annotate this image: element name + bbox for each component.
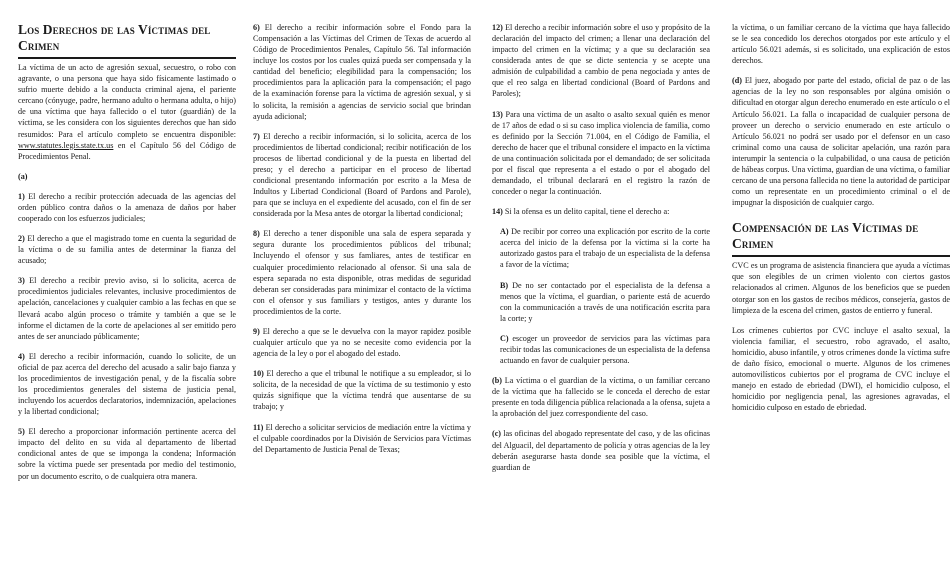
- right-item: [253, 326, 471, 359]
- right-item: [18, 191, 236, 224]
- subitem-label: B): [500, 280, 509, 290]
- right-text: El derecho a recibir previo aviso, si lo solicita, acerca de procedimientos judiciales relevantes, inclusive procedimientos de apelación, cancelaciones y cualquier cambio a las fechas en que se llevará acabo algún proceso o trámite y también a que se le informe el dictamen de la corte de apelaciones al ser emitido pero antes de ser anunciado públicamente;: [18, 276, 236, 341]
- right-item: [18, 426, 236, 481]
- subsection-a-label: (a): [18, 171, 28, 181]
- subitem-text: De no ser contactado por el especialista de la defensa a menos que la víctima, el guardian, o pariente está de acuerdo con la communicación a través de una notificación escrita para la corte; y: [500, 280, 710, 323]
- capital-subitem: [500, 280, 710, 324]
- right-text: El derecho a recibir protección adecuada de las agencias del orden público contra daños o la amenaza de daños por haber cooperado con los esfuerzos judiciales;: [18, 191, 236, 223]
- right-number: 10): [253, 369, 264, 379]
- intro-paragraph: [18, 62, 236, 162]
- right-number: 7): [253, 131, 260, 141]
- right-number: 3): [18, 276, 25, 286]
- right-item: [492, 22, 710, 100]
- right-item: [492, 109, 710, 198]
- right-item: [18, 275, 236, 341]
- right-text: El derecho a proporcionar información pertinente acerca del impacto del delito en su vida al departamento de libertad condicional antes de que se imponga la condena; Información sobre la víctima puede ser presentada por medio del testimonio, por un documento escrito, o de cualquiera otra manera.: [18, 427, 236, 481]
- right-text: El derecho a recibir información sobre el Fondo para la Compensación a las Víctimas del Crimen de Texas de acuerdo al Código de Procedimientos Penales, Capítulo 56. Tal información incluye los costos por los cuales quizá pueda ser compensada y la cantidad del beneficio; elegibilidad para la compensación; los procedimientos para la aplicación para la compensación; el pago de la examinación forense para la víctima de agresión sexual, y si lo solicita, la remisión a agencias de servicio social que brindan ayuda adicional;: [253, 23, 471, 121]
- right-item: [253, 368, 471, 412]
- right-text: El derecho a solicitar servicios de mediación entre la víctima y el culpable coordinados por la División de Servicios para Víctimas del Departamento de Justicia Penal de Texas;: [253, 422, 471, 454]
- right-item: [253, 131, 471, 220]
- right-item: [253, 22, 471, 122]
- heading-rule: [732, 255, 950, 257]
- right-number: 13): [492, 109, 503, 119]
- section-label: (d): [732, 76, 742, 86]
- section-text: La víctima o el guardian de la víctima, o un familiar cercano de la víctima que ha fallecido se le conceda el derecho de estar presente en toda diligencia pública relacionada a la ofensa, sujeta a la aprobación del juez correspondiente del caso.: [492, 376, 710, 419]
- column-1: [18, 22, 236, 491]
- section-text: El juez, abogado por parte del estado, oficial de paz o de las agencias de la ley no son responsables por algúna omisión o dificultad en otorgar algun derecho enumerado en este artículo o el Artículo 56.021. La falla o incapacidad de cualquier persona de proveer un derecho o servicio enumerado en este artículo o Artículo 56.021 no podrá ser usado por el defensor en un caso criminal como una causa de solicitar apelación, una razón para interumpir la sentencia o la culpabilidad, o una causa de petición de hábeas corpus. Una víctima, guardian de una víctima, o familiar cercano de una persona fallecida no tiene la autoridad de participar como un representate en un procedimiento criminal o el de impugnar la disposición de cualquier cargo.: [732, 76, 950, 208]
- section-c: [492, 428, 710, 472]
- capital-subitem: [500, 333, 710, 366]
- right-number: 14): [492, 207, 503, 217]
- cvc-paragraph-2: Los crímenes cubiertos por CVC incluye el asalto sexual, la violencia familiar, el secuestro, robo agravado, el asalto, homicidio, abuso infantile, y otros crímenes donde la víctima sufre de daño físico, emocional o muerte. Algunos de los crimenes automovilísticos cubiertos por el programa de CVC incluye el manejo en estado de ebriedad (DWI), el homicidio culposo, el homicidio por negligencia penal, las agresiones agravadas, el homicidio culposo en estado de ebriedad.: [732, 325, 950, 413]
- right-number: 11): [253, 422, 264, 432]
- heading-rule: [18, 57, 236, 59]
- section-heading-victims-rights: Los Derechos de las Víctimas del Crimen: [18, 22, 211, 53]
- right-text: Para una víctima de un asalto o asalto sexual quién es menor de 17 años de edad o si su caso implica violencia de familia, como es definido por la Sección 71.004, en el Código de Familia, el derecho de hacer que el tribunal considere el impacto en la víctima de una continuación solicitada por el demandado; de ser solicitada por el fiscal que representa a el estado o por el abogado del demandado, el tribunal declarará en el registro la razón de conceder o negar la continuación.: [492, 109, 710, 197]
- capital-subitem: [500, 226, 710, 270]
- right-text: El derecho a que el tribunal le notifique a su empleador, si lo solicita, de la necesidad de que la víctima de su testimonio y esto quizás signifique que la víctima tendrá que ausentarse de su trabajo; y: [253, 369, 471, 412]
- right-number: 12): [492, 23, 503, 32]
- section-label: (c): [492, 429, 502, 439]
- intro-text-end: en el Capítulo 56 del Código de Procedimientos Penal.: [18, 140, 236, 161]
- right-text: El derecho a recibir información, cuando lo solicite, de un oficial de paz acerca del derecho del acusado a salir bajo fianza y los procedimientos de investigación penal, y de la fiscalía sobre los procedimientos generales del sistema de justicia penal, incluyendo los acuerdos declaratorios, indemnización, apelaciones y la libertad condicional;: [18, 351, 236, 417]
- column-3: [492, 22, 710, 482]
- right-number: 1): [18, 191, 25, 201]
- section-d: [732, 75, 950, 208]
- right-number: 2): [18, 234, 25, 244]
- right-item: [253, 228, 471, 317]
- right-text: El derecho a tener disponible una sala de espera separada y segura durante los procedimientos públicos del tribunal; Incluyendo el ofensor y sus famliares, antes de testificar en cualquier procedimiento relacionado al ofensor. Si una sala de espera separada no esta disponible, otras medidas de seguridad deberan ser consideradas para minimizar el contacto de la víctima con el ofensor y sus familiars y testigos, antes y durante los procedimientos de la corte.: [253, 229, 471, 316]
- right-text: El derecho a que se le devuelva con la mayor rapidez posible cualquier artículo que ya no se necesite como evidencia por la agencia de la ley o por el abogado del estado.: [253, 326, 471, 359]
- right-text: Si la ofensa es un delito capital, tiene el derecho a:: [502, 207, 670, 217]
- column-2: [253, 22, 471, 464]
- section-b: [492, 375, 710, 419]
- subitem-text: escoger un proveedor de servicios para las víctimas para recibir todas las comunicaciones de un especialista de la defensa actuando en favor de cualquier persona.: [500, 333, 710, 366]
- section-c-continued: la víctima, o un familiar cercano de la víctima que haya fallecido se le sea concedido los derechos otorgados por este artículo y el artículo 56.021 además, si es solicitado, una explicación de estos derechos.: [732, 23, 950, 66]
- section-text: las oficinas del abogado representate del caso, y de las oficinas del Alguacil, del departamento de policía y otras agencias de la ley deberán asegurarse hasta donde sea posible que la víctima, el guardian de: [492, 429, 710, 472]
- right-item: [492, 206, 710, 217]
- right-item: [18, 351, 236, 417]
- subitem-label: A): [500, 227, 509, 237]
- section-label: (b): [492, 376, 502, 386]
- right-text: El derecho a recibir información sobre el uso y propósito de la declaración del impacto del crimen; a llenar una declaración del impacto del crimen en la víctima; y a que su declaración sea considerada antes de que se dicte sentencia y se acepte una admisión de culpabilidad a cambio de pena negociada y antes de que el reo salga en libertad condicional (Board of Pardons and Paroles);: [492, 23, 710, 99]
- right-number: 5): [18, 427, 25, 437]
- column-4: [732, 22, 950, 422]
- right-number: 6): [253, 23, 260, 32]
- right-number: 8): [253, 229, 260, 239]
- right-number: 9): [253, 326, 260, 336]
- intro-text: La víctima de un acto de agresión sexual, secuestro, o robo con agravante, o una persona que haya sido físicamente lastimado o sufrio muerte debido a la conducta criminal ajena, el pariente cercano (cónyuge, padre, hermano adulto o hermana adulta, o hijo) de una víctima que haya fallecido o el tutor (guardián) de la víctima, se les considera con los siguientes derechos que han sido resumidos: Para el artículo completo se encuentra disponible:: [18, 63, 236, 139]
- right-item: [18, 233, 236, 266]
- right-number: 4): [18, 351, 25, 361]
- right-item: [253, 422, 471, 455]
- subitem-label: C): [500, 333, 509, 343]
- right-text: El derecho a que el magistrado tome en cuenta la seguridad de la víctima o de su familia antes de determinar la fianza del acusado;: [18, 234, 236, 266]
- statutes-link[interactable]: www.statutes.legis.state.tx.us: [18, 140, 114, 150]
- section-heading-compensation: Compensación de las Víctimas de Crimen: [732, 220, 919, 251]
- cvc-paragraph-1: CVC es un programa de asistencia financiera que ayuda a víctimas que son elegibles de un crimen violento con ciertos gastos relacionados al crimen. Algunos de los beneficios que se pueden otorgar son en los gastos de recibos médicos, consejería, gastos de limpieza de la escena del crimen, gastos de entierro y funeral.: [732, 261, 950, 315]
- subitem-text: De recibir por correo una explicación por escrito de la corte acerca del inicio de la defensa por la víctima si la corte ha autorizado gastos para el trabajo de un especialista de la defensa a favor de la víctima;: [500, 227, 710, 270]
- right-text: El derecho a recibir información, si lo solicita, acerca de los procedimientos de libertad condicional; recibir notificación de los procesos de libertad condicional y de la puesta en libertad del preso; y el derecho a participar en el proceso de libertad condicional presentando información por escrito a la Mesa de Indultos y Libertad Condicional (Board of Pardons and Parole), para que se incluya en el expediente del acusado, con el fin de ser considerada por la Mesa antes de otorgar la libertad condicional;: [253, 131, 471, 219]
